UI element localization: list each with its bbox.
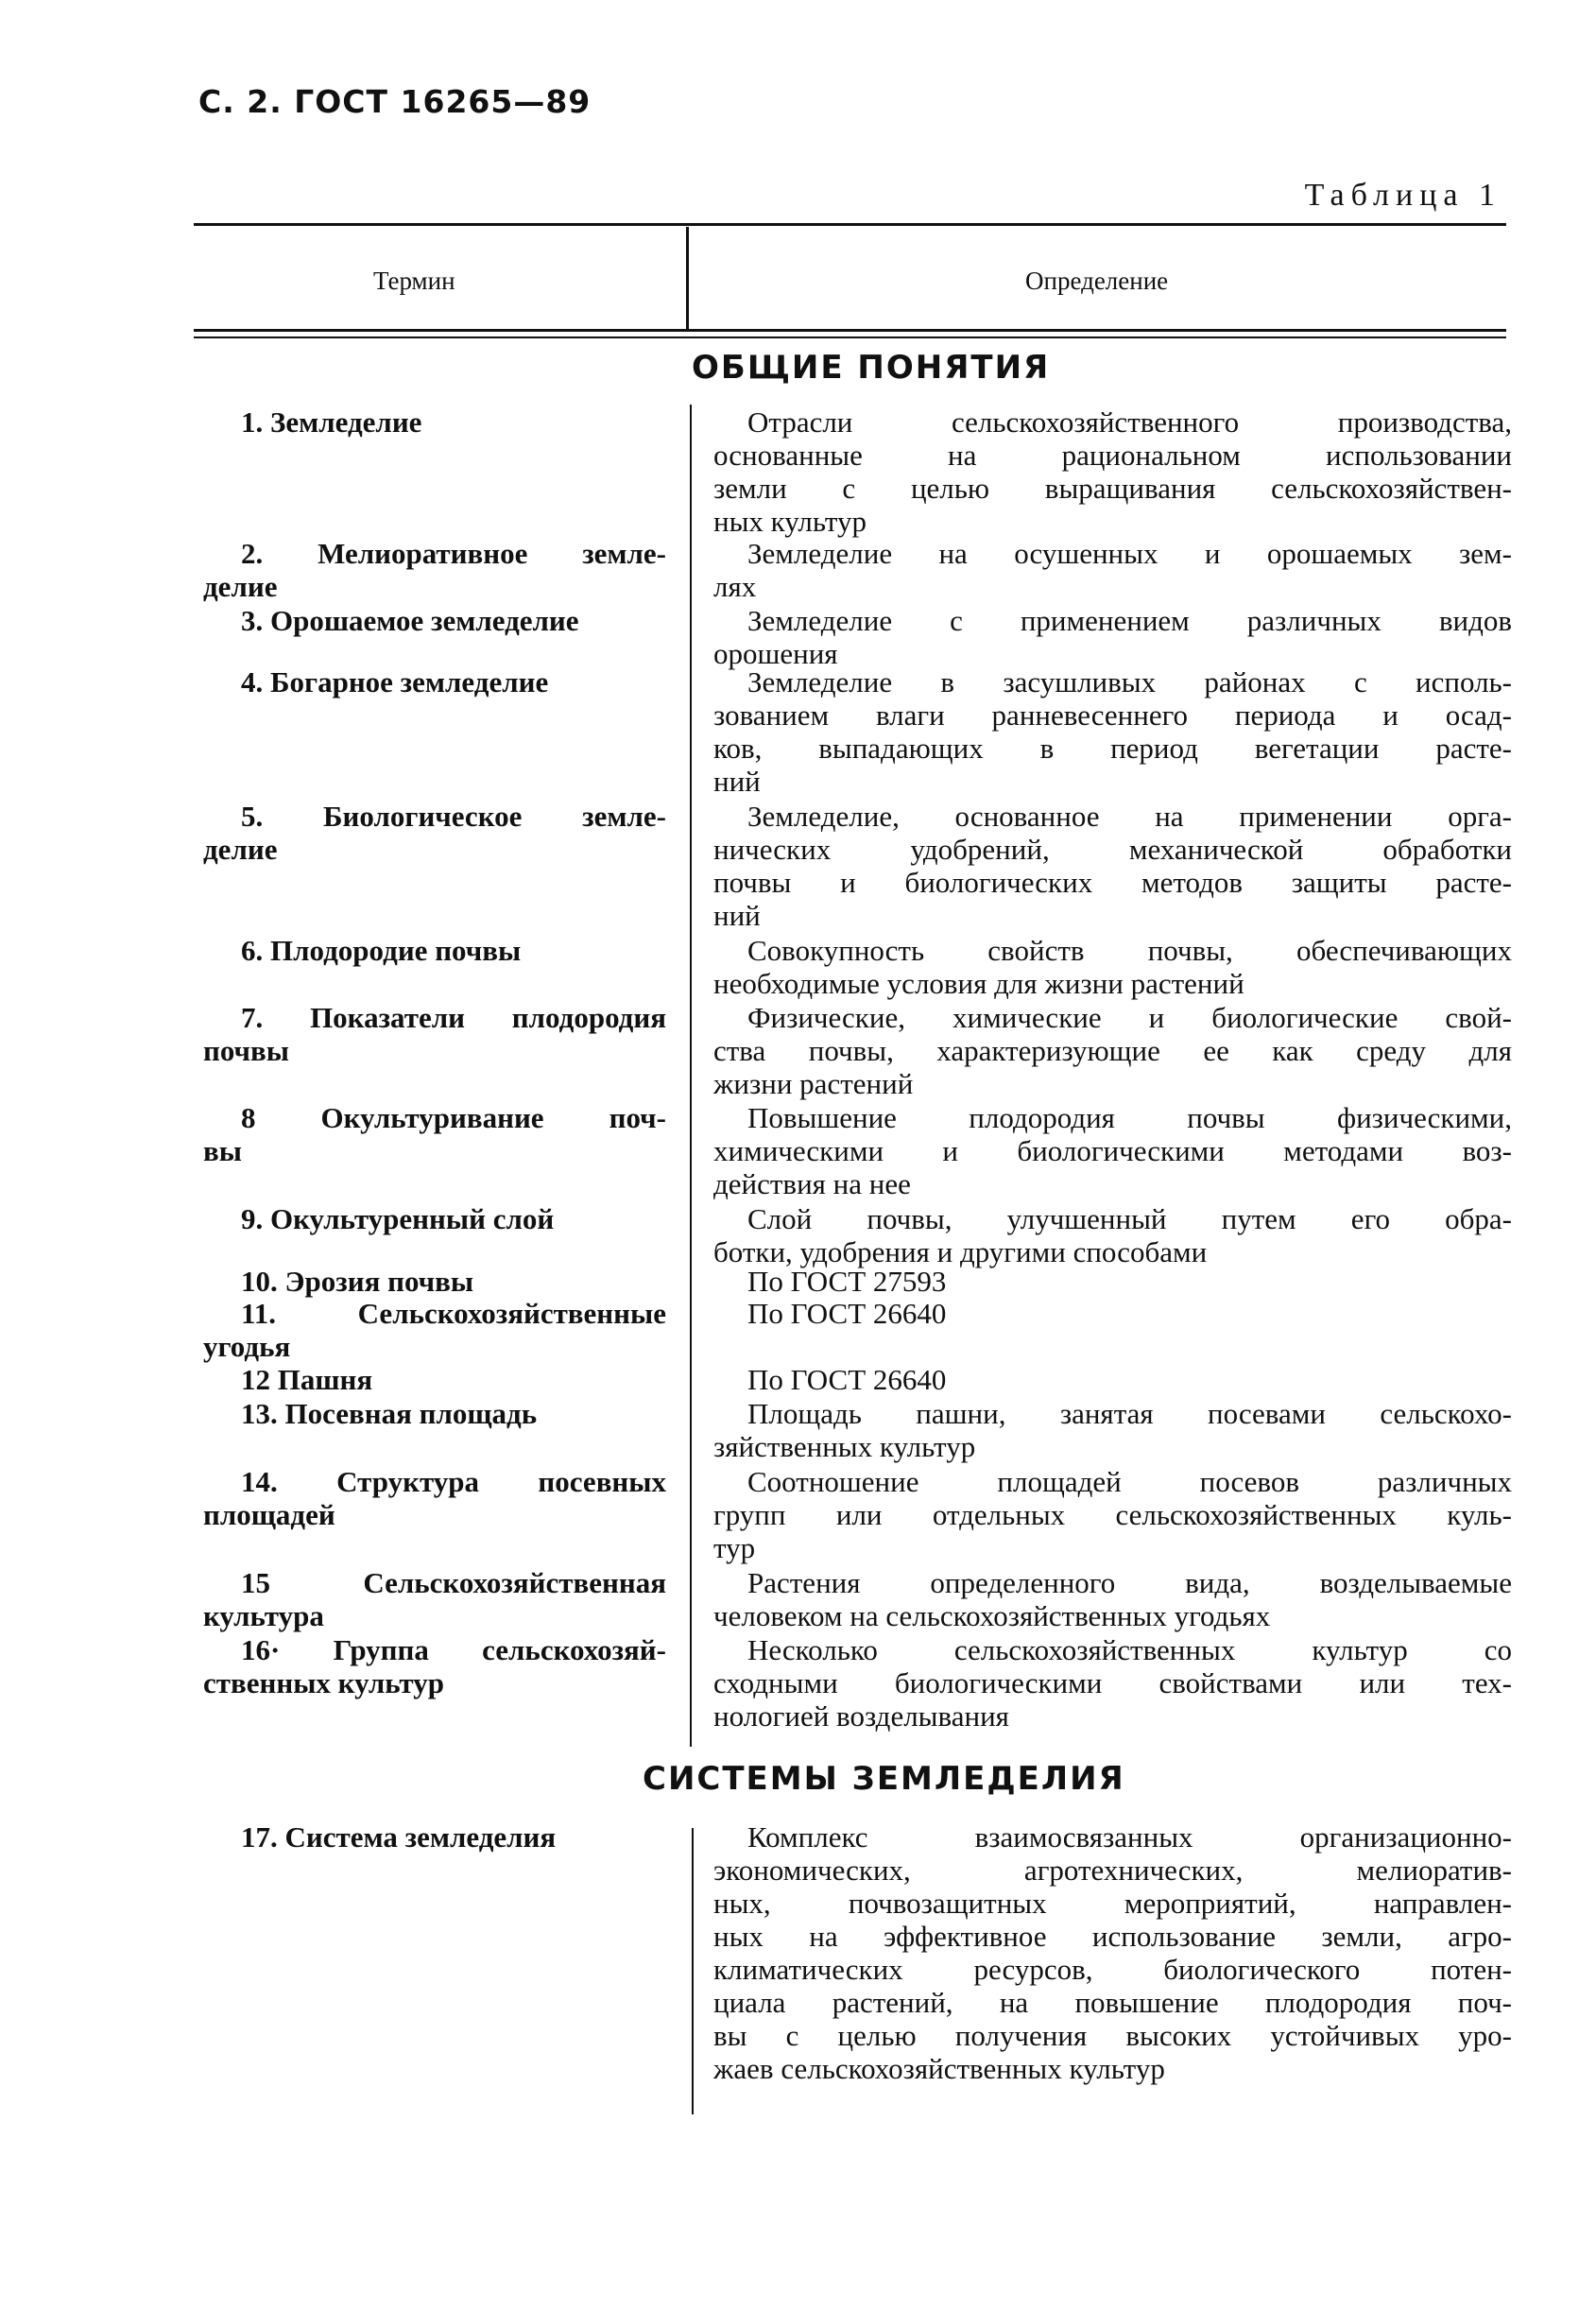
- definition-line: Совокупность свойств почвы, обеспечивающих: [747, 934, 1512, 967]
- definition-line: Слой почвы, улучшенный путем его обра-: [747, 1202, 1512, 1235]
- term-line: площадей: [203, 1498, 335, 1531]
- definition-line: ных на эффективное использование земли, агро-: [713, 1920, 1512, 1953]
- header-bottom-rule-1: [194, 329, 1506, 332]
- definition-line: Земледелие, основанное на применении орга-: [747, 800, 1512, 833]
- definition-line: химическими и биологическими методами воз-: [713, 1134, 1512, 1167]
- definition-line: нологией возделывания: [713, 1699, 1009, 1733]
- term-line: 3. Орошаемое земледелие: [241, 604, 579, 637]
- definition-cell: [713, 604, 1512, 670]
- term-line: 6. Плодородие почвы: [241, 934, 522, 967]
- term-cell: [203, 1001, 666, 1067]
- column-header-definition: Определение: [1025, 267, 1169, 295]
- definition-line: тур: [713, 1531, 756, 1564]
- header-bottom-rule-2: [194, 336, 1506, 338]
- column-header-term: Термин: [373, 267, 455, 295]
- term-cell: [203, 1820, 666, 1854]
- header-divider: [686, 227, 689, 329]
- definition-cell: [713, 800, 1512, 932]
- definition-line: почвы и биологических методов защиты расте-: [713, 866, 1512, 899]
- definition-line: Земледелие на осушенных и орошаемых зем-: [747, 537, 1512, 570]
- definition-line: По ГОСТ 26640: [747, 1363, 947, 1396]
- term-line: 1. Земледелие: [241, 405, 422, 439]
- body-divider-lower: [692, 1828, 694, 2114]
- definition-line: По ГОСТ 27593: [747, 1265, 947, 1298]
- definition-line: лях: [713, 570, 757, 603]
- definition-line: ний: [713, 899, 761, 932]
- definition-cell: [713, 1820, 1512, 2085]
- term-line: 7. Показатели плодородия: [241, 1001, 666, 1034]
- definition-line: зованием влаги ранневесеннего периода и осад-: [713, 698, 1512, 732]
- definition-cell: [713, 1633, 1512, 1733]
- definition-line: основанные на рациональном использовании: [713, 439, 1512, 472]
- definition-line: жизни растений: [713, 1067, 914, 1100]
- definition-cell: [713, 1566, 1512, 1632]
- definition-line: нических удобрений, механической обработки: [713, 833, 1512, 866]
- section-title-general: ОБЩИЕ ПОНЯТИЯ: [692, 349, 1051, 387]
- definition-cell: [713, 665, 1512, 798]
- definition-cell: [713, 1297, 1512, 1330]
- definition-line: Растения определенного вида, возделываемые: [747, 1566, 1512, 1599]
- definition-line: ботки, удобрения и другими способами: [713, 1235, 1208, 1268]
- definition-line: циала растений, на повышение плодородия поч-: [713, 1986, 1512, 2019]
- definition-line: орошения: [713, 637, 838, 670]
- term-line: 11. Сельскохозяйственные: [241, 1297, 666, 1330]
- table-top-rule: [194, 223, 1506, 226]
- definition-line: Отрасли сельскохозяйственного производства,: [747, 405, 1512, 439]
- definition-line: Площадь пашни, занятая посевами сельскохо-: [747, 1397, 1512, 1430]
- definition-cell: [713, 405, 1512, 538]
- term-line: 5. Биологическое земле-: [241, 800, 666, 833]
- definition-line: ний: [713, 765, 761, 798]
- definition-line: экономических, агротехнических, мелиоратив-: [713, 1854, 1512, 1887]
- term-line: 8 Окультуривание поч-: [241, 1101, 666, 1134]
- definition-line: необходимые условия для жизни растений: [713, 967, 1244, 1000]
- definition-line: Соотношение площадей посевов различных: [747, 1465, 1512, 1498]
- definition-cell: [713, 1265, 1512, 1298]
- term-cell: [203, 1297, 666, 1363]
- definition-cell: [713, 537, 1512, 603]
- definition-line: Земледелие в засушливых районах с исполь-: [747, 665, 1512, 698]
- term-line: 14. Структура посевных: [241, 1465, 666, 1498]
- term-line: 17. Система земледелия: [241, 1820, 557, 1854]
- definition-cell: [713, 1001, 1512, 1100]
- term-cell: [203, 1363, 666, 1396]
- definition-line: По ГОСТ 26640: [747, 1297, 947, 1330]
- term-cell: [203, 1202, 666, 1235]
- term-line: почвы: [203, 1034, 289, 1067]
- definition-line: зяйственных культур: [713, 1430, 976, 1463]
- term-line: 2. Мелиоративное земле-: [241, 537, 666, 570]
- term-cell: [203, 800, 666, 866]
- definition-line: земли с целью выращивания сельскохозяйствен-: [713, 472, 1512, 505]
- definition-line: ных культур: [713, 505, 867, 538]
- term-cell: [203, 1633, 666, 1699]
- term-line: делие: [203, 570, 278, 603]
- definition-cell: [713, 1465, 1512, 1564]
- term-line: 10. Эрозия почвы: [241, 1265, 474, 1298]
- term-line: 12 Пашня: [241, 1363, 373, 1396]
- definition-line: Комплекс взаимосвязанных организационно-: [747, 1820, 1512, 1854]
- definition-line: климатических ресурсов, биологического потен-: [713, 1953, 1512, 1986]
- definition-cell: [713, 934, 1512, 1000]
- term-line: вы: [203, 1134, 242, 1167]
- definition-line: Несколько сельскохозяйственных культур со: [747, 1633, 1512, 1666]
- definition-line: сходными биологическими свойствами или тех-: [713, 1666, 1512, 1699]
- definition-cell: [713, 1202, 1512, 1268]
- definition-cell: [713, 1101, 1512, 1200]
- term-cell: [203, 1265, 666, 1298]
- definition-line: ков, выпадающих в период вегетации расте-: [713, 732, 1512, 765]
- term-cell: [203, 405, 666, 439]
- definition-line: человеком на сельскохозяйственных угодьях: [713, 1599, 1271, 1632]
- term-line: делие: [203, 833, 278, 866]
- definition-line: вы с целью получения высоких устойчивых уро-: [713, 2019, 1512, 2052]
- term-line: 16· Группа сельскохозяй-: [241, 1633, 666, 1666]
- term-cell: [203, 1566, 666, 1632]
- definition-line: Земледелие с применением различных видов: [747, 604, 1512, 637]
- definition-cell: [713, 1397, 1512, 1463]
- table-label: Таблица 1: [1304, 178, 1502, 213]
- definition-line: жаев сельскохозяйственных культур: [713, 2052, 1165, 2085]
- term-line: 9. Окультуренный слой: [241, 1202, 555, 1235]
- term-line: ственных культур: [203, 1666, 444, 1699]
- definition-cell: [713, 1363, 1512, 1396]
- definition-line: групп или отдельных сельскохозяйственных куль-: [713, 1498, 1512, 1531]
- term-cell: [203, 604, 666, 637]
- term-line: культура: [203, 1599, 324, 1632]
- term-line: 15 Сельскохозяйственная: [241, 1566, 666, 1599]
- term-cell: [203, 1101, 666, 1167]
- definition-line: Повышение плодородия почвы физическими,: [747, 1101, 1512, 1134]
- term-cell: [203, 934, 666, 967]
- definition-line: ных, почвозащитных мероприятий, направлен-: [713, 1887, 1512, 1920]
- definition-line: ства почвы, характеризующие ее как среду для: [713, 1034, 1512, 1067]
- term-line: 13. Посевная площадь: [241, 1397, 538, 1430]
- definition-line: Физические, химические и биологические свой-: [747, 1001, 1512, 1034]
- term-cell: [203, 537, 666, 603]
- term-line: угодья: [203, 1330, 291, 1363]
- term-cell: [203, 1465, 666, 1531]
- section-title-systems: СИСТЕМЫ ЗЕМЛЕДЕЛИЯ: [643, 1760, 1125, 1798]
- term-cell: [203, 1397, 666, 1430]
- term-line: 4. Богарное земледелие: [241, 665, 549, 698]
- body-divider-upper: [690, 405, 692, 1747]
- page-header: С. 2. ГОСТ 16265—89: [198, 83, 592, 120]
- definition-line: действия на нее: [713, 1167, 911, 1200]
- term-cell: [203, 665, 666, 698]
